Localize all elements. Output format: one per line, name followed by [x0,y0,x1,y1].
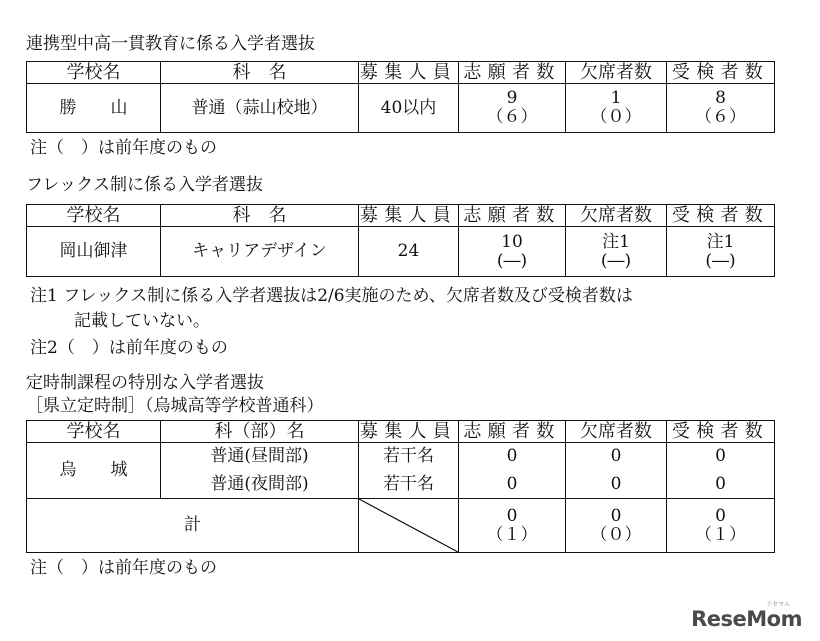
section1-table [26,61,775,133]
header-absent: 欠席者数 [566,421,667,443]
dept-cell: キャリアデザイン [161,227,359,277]
absent-value: 注1 [602,231,630,252]
header-applicants: 志願者数 [459,205,566,227]
header-examinees: 受検者数 [667,421,775,443]
absent-cell [566,227,667,277]
examinees-value: 注1 [706,231,735,252]
school-cell: 岡山御津 [27,227,161,277]
table-row [27,84,775,133]
school-cell: 烏 城 [27,443,161,499]
applicants-prev: （１） [486,524,538,545]
table-header-row [27,205,775,227]
section2-note-3: 注2（ ）は前年度のもの [30,338,228,358]
examinees-value: 0 [715,505,726,526]
capacity-cell: 24 [359,227,459,277]
applicants-cell [459,84,566,133]
capacity-cell: 若干名 [359,471,459,499]
examinees-cell [667,499,775,553]
section3-title: 定時制課程の特別な入学者選抜 [26,373,264,393]
header-dept: 科（部）名 [161,421,359,443]
header-capacity: 募集人員 [359,62,458,83]
logo-mark: リセマム [766,601,790,608]
header-school: 学校名 [27,205,161,227]
absent-value: 0 [610,505,622,526]
examinees-cell: 0 [667,443,775,471]
section3-table [26,420,775,553]
absent-prev: (―) [600,250,632,271]
absent-cell [566,499,667,553]
absent-prev: （０） [590,524,642,545]
header-dept: 科 名 [161,205,359,227]
examinees-prev: （６） [695,107,746,127]
examinees-prev: （１） [695,524,746,545]
absent-cell: 0 [566,443,667,471]
table-header-row [27,421,775,443]
table-row [27,227,775,277]
applicants-cell [459,227,566,277]
header-examinees: 受検者数 [667,205,775,227]
dept-cell: 普通(夜間部) [161,471,359,499]
section3-subtitle: ［県立定時制］（烏城高等学校普通科） [26,396,324,416]
header-applicants: 志願者数 [459,421,566,443]
total-label: 計 [27,499,359,553]
resemom-logo: ReseMom [691,607,802,631]
dept-cell: 普通(昼間部) [161,443,359,471]
capacity-cell: 40以内 [359,84,459,133]
applicants-prev: （６） [486,107,538,127]
applicants-cell: 0 [459,471,566,499]
absent-value: 1 [610,88,622,108]
applicants-value: 9 [506,88,518,108]
section2-note-2: 記載していない。 [74,311,210,331]
absent-cell: 0 [566,471,667,499]
diagonal-cell [359,499,459,553]
diagonal-line-icon [359,499,458,552]
table-header-row [27,62,775,84]
examinees-cell [667,84,775,133]
applicants-cell: 0 [459,443,566,471]
header-dept: 科 名 [161,62,359,84]
header-school: 学校名 [27,421,161,443]
total-row [27,499,775,553]
capacity-cell: 若干名 [359,443,459,471]
applicants-cell [459,499,566,553]
school-cell: 勝 山 [27,84,161,133]
header-capacity: 募集人員 [359,421,458,442]
section2-title: フレックス制に係る入学者選抜 [26,175,263,195]
dept-cell: 普通（蒜山校地） [161,84,359,133]
examinees-cell: 0 [667,471,775,499]
applicants-prev: (―) [496,250,528,271]
absent-prev: （０） [590,107,642,127]
examinees-value: 8 [715,88,726,108]
header-absent: 欠席者数 [566,205,667,227]
section2-table [26,204,775,277]
table-row [27,443,775,471]
examinees-prev: (―) [705,250,736,271]
applicants-value: 0 [506,505,518,526]
header-school: 学校名 [27,62,161,84]
header-applicants: 志願者数 [459,62,566,84]
section1-note: 注（ ）は前年度のもの [30,138,217,158]
section2-note-1: 注1 フレックス制に係る入学者選抜は2/6実施のため、欠席者数及び受検者数は [30,286,633,306]
section1-title: 連携型中高一貫教育に係る入学者選抜 [26,34,315,54]
absent-cell [566,84,667,133]
section3-note: 注（ ）は前年度のもの [30,558,217,578]
applicants-value: 10 [501,231,523,252]
header-absent: 欠席者数 [566,62,667,84]
examinees-cell [667,227,775,277]
header-examinees: 受検者数 [667,62,775,84]
header-capacity: 募集人員 [359,205,458,226]
